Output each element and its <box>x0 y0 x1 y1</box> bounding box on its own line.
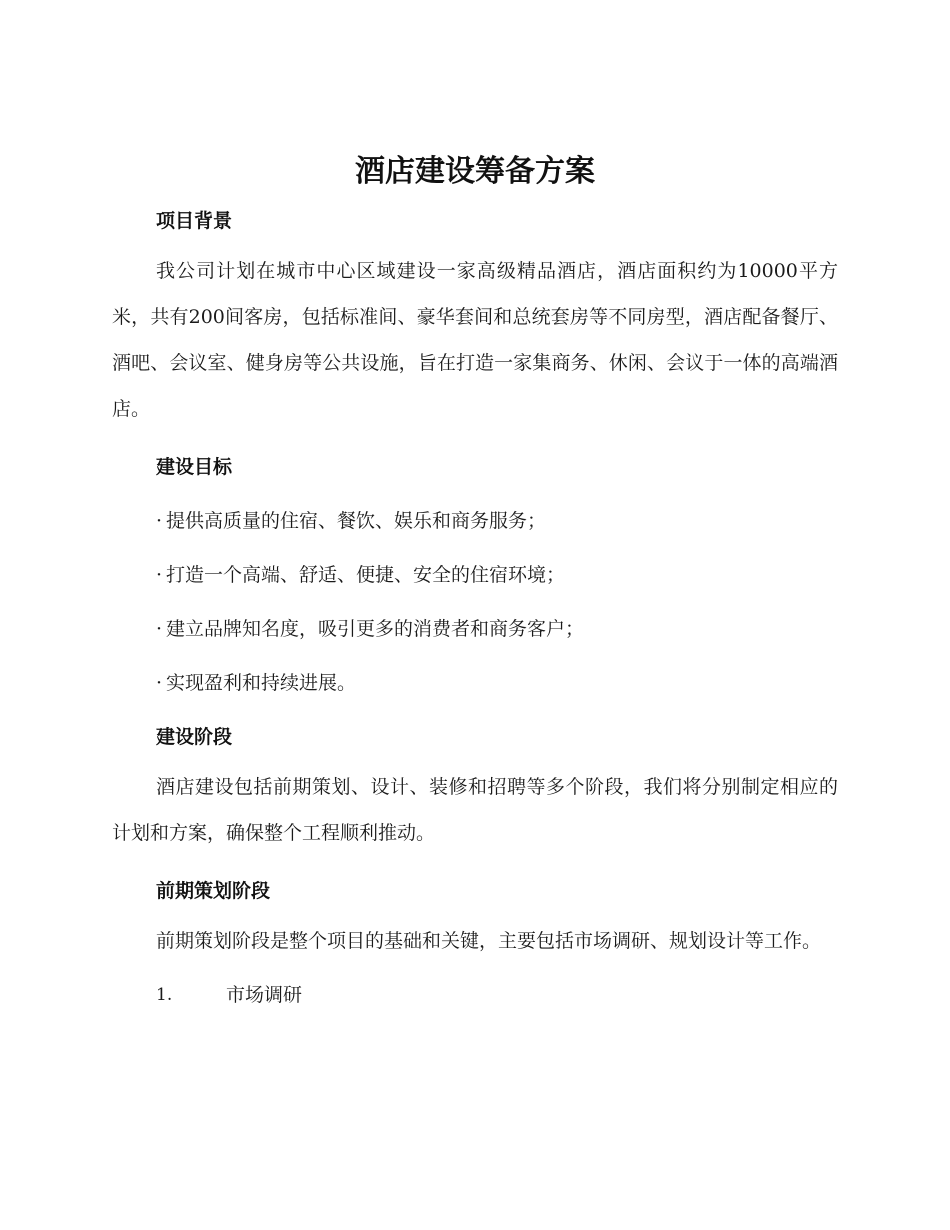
document-title: 酒店建设筹备方案 <box>355 154 595 189</box>
list-item <box>112 602 838 656</box>
planning-paragraph: 前期策划阶段是整个项目的基础和关键，主要包括市场调研、规划设计等工作。 <box>156 930 822 952</box>
bullet-icon: · <box>156 618 163 640</box>
bullet-icon: · <box>156 564 163 586</box>
list-item-text: 实现盈利和持续进展。 <box>166 672 357 694</box>
list-item-text: 打造一个高端、舒适、便捷、安全的住宿环境； <box>166 564 566 586</box>
goals-list <box>112 494 838 710</box>
bullet-icon: · <box>156 510 163 532</box>
section-heading-background: 项目背景 <box>156 210 233 232</box>
list-item-text: 市场调研 <box>226 984 303 1006</box>
list-item <box>112 494 838 548</box>
list-item <box>112 548 838 602</box>
list-item-text: 建立品牌知名度，吸引更多的消费者和商务客户； <box>166 618 585 640</box>
section-heading-stages: 建设阶段 <box>156 726 233 748</box>
list-item <box>112 656 838 710</box>
stages-paragraph: 酒店建设包括前期策划、设计、装修和招聘等多个阶段，我们将分别制定相应的计划和方案，确保整个工程顺利推动。 <box>112 776 838 844</box>
bullet-icon: · <box>156 672 163 694</box>
section-heading-planning: 前期策划阶段 <box>156 880 271 902</box>
list-item-text: 提供高质量的住宿、餐饮、娱乐和商务服务； <box>166 510 547 532</box>
numbered-list-item <box>112 972 838 1018</box>
list-number: 1. <box>156 985 173 1005</box>
section-heading-goals: 建设目标 <box>156 456 233 478</box>
document-page <box>112 150 838 1018</box>
background-paragraph: 我公司计划在城市中心区域建设一家高级精品酒店，酒店面积约为10000平方米，共有200间客房，包括标准间、豪华套间和总统套房等不同房型，酒店配备餐厅、酒吧、会议室、健身房等公共设施，旨在打造一家集商务、休闲、会议于一体的高端酒店。 <box>112 260 838 420</box>
